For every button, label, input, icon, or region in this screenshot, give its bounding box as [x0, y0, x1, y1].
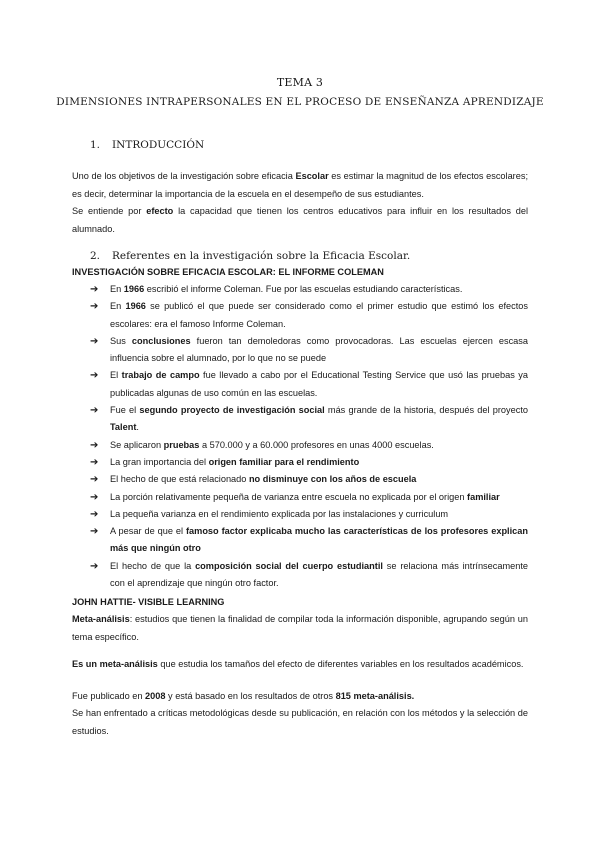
coleman-bullet-list [90, 281, 528, 592]
arrow-icon: ➔ [90, 456, 99, 468]
list-item: ➔ El hecho de que está relacionado no disminuye con los años de escuela [90, 471, 528, 488]
list-item: ➔ La gran importancia del origen familiar para el rendimiento [90, 454, 528, 471]
hattie-paragraph-2: Es un meta-análisis que estudia los tamaños del efecto de diferentes variables en los resultados académicos. [72, 659, 524, 669]
list-item: ➔ En 1966 se publicó el que puede ser considerado como el primer estudio que estimó los efectos escolares: era el famoso Informe Coleman. [90, 298, 528, 333]
document-subtitle: DIMENSIONES INTRAPERSONALES EN EL PROCESO DE ENSEÑANZA APRENDIZAJE [56, 96, 544, 108]
section-1-number: 1. [90, 139, 101, 151]
arrow-icon: ➔ [90, 560, 99, 572]
list-item: ➔ A pesar de que el famoso factor explicaba mucho las características de los profesores explican más que ningún otro [90, 523, 528, 558]
arrow-icon: ➔ [90, 474, 99, 486]
arrow-icon: ➔ [90, 370, 99, 382]
arrow-icon: ➔ [90, 439, 99, 451]
arrow-icon: ➔ [90, 284, 99, 295]
section-2-title: Referentes en la investigación sobre la Eficacia Escolar. [112, 250, 411, 262]
hattie-heading: JOHN HATTIE- VISIBLE LEARNING [72, 597, 225, 607]
list-item: ➔ En 1966 escribió el informe Coleman. Fue por las escuelas estudiando características. [90, 281, 528, 298]
list-item: ➔ La pequeña varianza en el rendimiento explicada por las instalaciones y curriculum [90, 506, 528, 523]
section-1-heading [90, 139, 204, 151]
hattie-paragraph-1: Meta-análisis: estudios que tienen la finalidad de compilar toda la información disponible, agrupando según un tema específico. [72, 614, 528, 642]
hattie-paragraph-3: Fue publicado en 2008 y está basado en los resultados de otros 815 meta-análisis. [72, 691, 415, 701]
list-item: ➔ El hecho de que la composición social del cuerpo estudiantil se relaciona más intrínsecamente con el aprendizaje que ningún otro factor. [90, 558, 528, 593]
arrow-icon: ➔ [90, 508, 99, 520]
list-item: ➔ Sus conclusiones fueron tan demoledoras como provocadoras. Las escuelas ejercen escasa influencia sobre el alumnado, por lo que no se puede [90, 333, 528, 368]
hattie-paragraph-4: Se han enfrentado a críticas metodológicas desde su publicación, en relación con los métodos y la selección de estudios. [72, 708, 528, 736]
list-item: ➔ Fue el segundo proyecto de investigación social más grande de la historia, después del proyecto Talent. [90, 402, 528, 437]
section-1-title: INTRODUCCIÓN [112, 139, 205, 151]
document-title: TEMA 3 [276, 76, 324, 89]
intro-paragraph-1: Uno de los objetivos de la investigación sobre eficacia Escolar es estimar la magnitud de los efectos escolares; es decir, determinar la importancia de la escuela en el desempeño de sus estudiantes. [72, 171, 528, 199]
intro-paragraph-2: Se entiende por efecto la capacidad que tienen los centros educativos para influir en los resultados del alumnado. [72, 206, 528, 234]
list-item: ➔ La porción relativamente pequeña de varianza entre escuela no explicada por el origen familiar [90, 489, 528, 506]
arrow-icon: ➔ [90, 491, 99, 503]
coleman-heading: INVESTIGACIÓN SOBRE EFICACIA ESCOLAR: EL INFORME COLEMAN [72, 267, 384, 277]
arrow-icon: ➔ [90, 526, 99, 538]
list-item: ➔ Se aplicaron pruebas a 570.000 y a 60.000 profesores en unas 4000 escuelas. [90, 437, 528, 454]
arrow-icon: ➔ [90, 405, 99, 417]
arrow-icon: ➔ [90, 335, 99, 347]
arrow-icon: ➔ [90, 301, 99, 313]
section-2-number: 2. [90, 250, 101, 262]
list-item: ➔ El trabajo de campo fue llevado a cabo por el Educational Testing Service que usó las pruebas ya publicadas algunas de uso común en las escuelas. [90, 367, 528, 402]
section-2-heading [90, 250, 410, 262]
